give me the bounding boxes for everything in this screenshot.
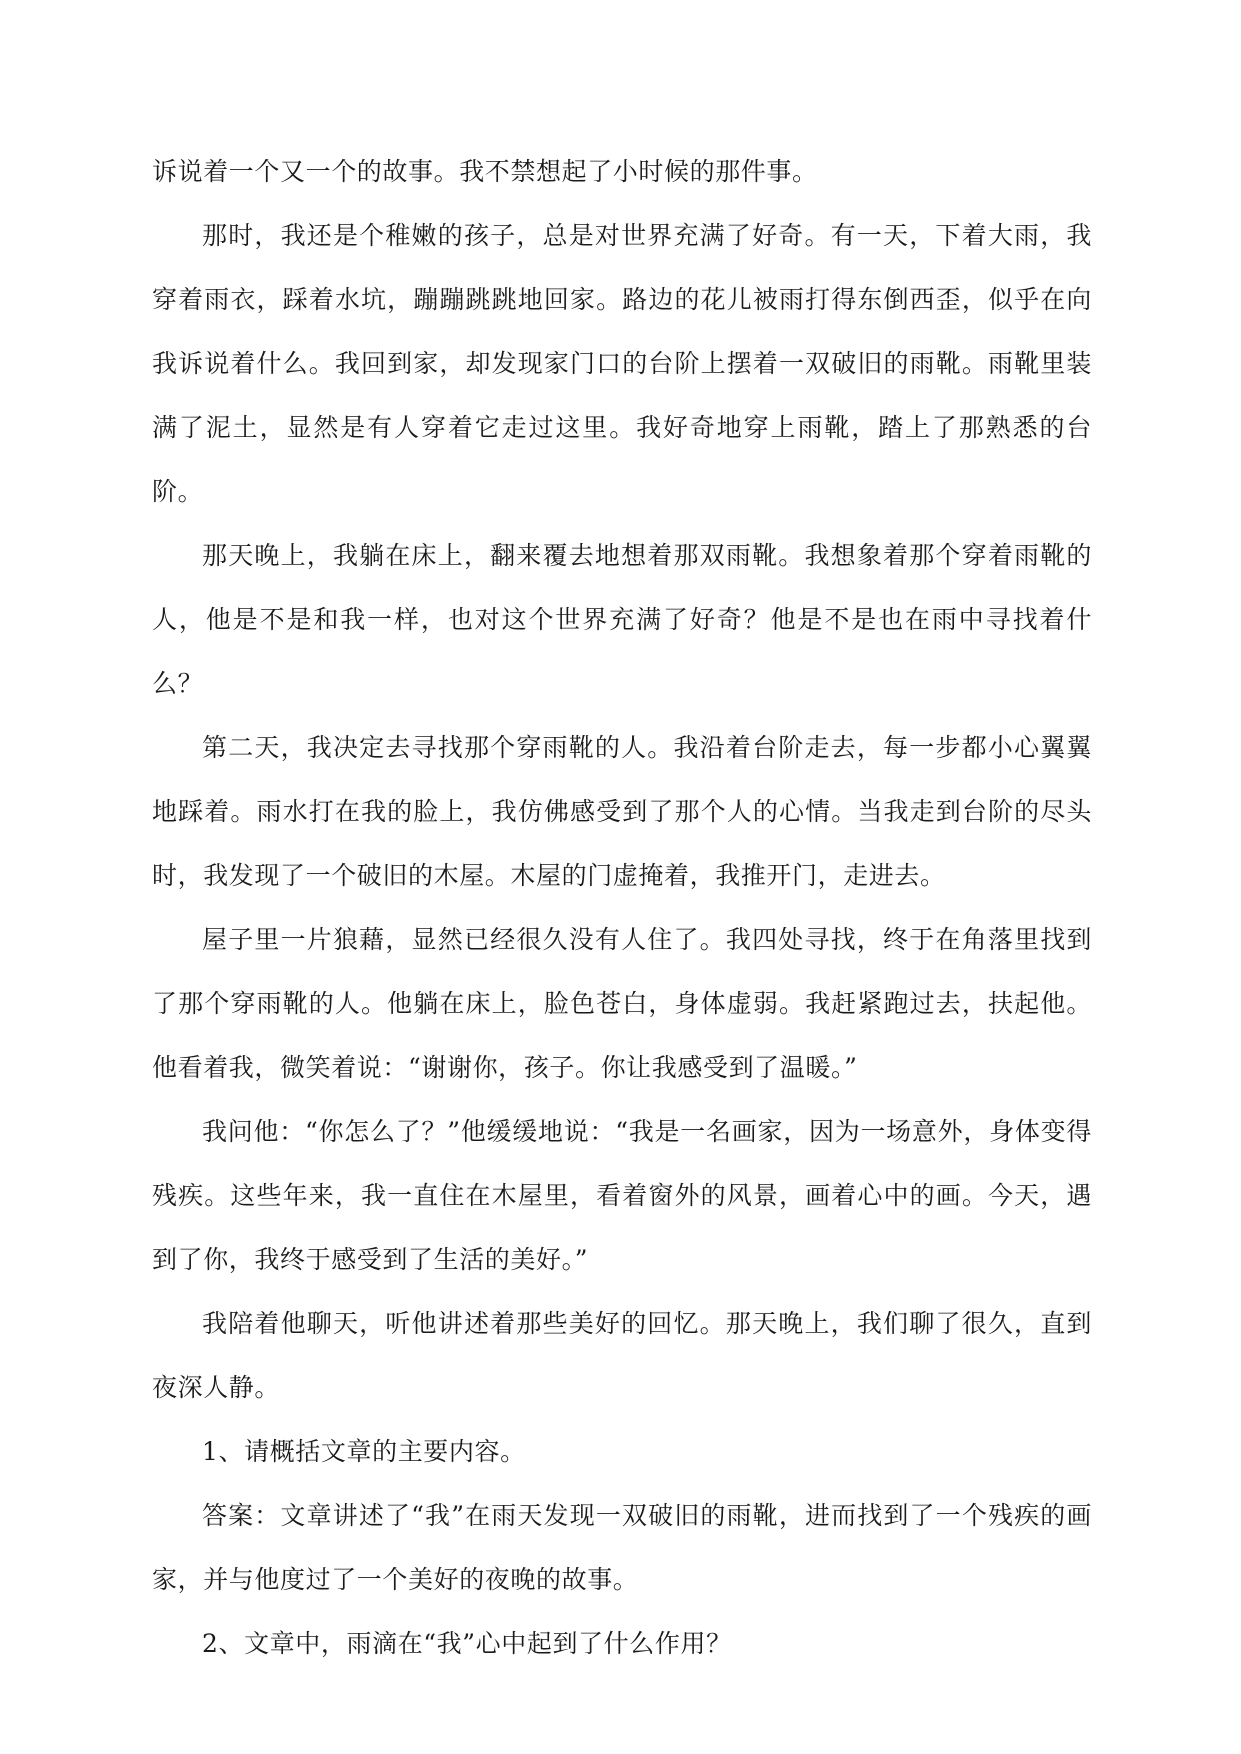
paragraph-painter-dialogue: 我问他：“你怎么了？”他缓缓地说：“我是一名画家，因为一场意外，身体变得残疾。这些年来，我一直住在木屋里，看着窗外的风景，画着心中的画。今天，遇到了你，我终于感受到了生活的美好。” [152,1117,1092,1274]
answer-1: 答案：文章讲述了“我”在雨天发现一双破旧的雨靴，进而找到了一个残疾的画家，并与他度过了一个美好的夜晚的故事。 [152,1501,1092,1594]
question-1: 1、请概括文章的主要内容。 [202,1437,526,1466]
paragraph-continuation: 诉说着一个又一个的故事。我不禁想起了小时候的那件事。 [152,157,818,186]
question-2: 2、文章中，雨滴在“我”心中起到了什么作用？ [202,1629,732,1658]
document-body [152,140,1092,1676]
paragraph-wooden-house: 屋子里一片狼藉，显然已经很久没有人住了。我四处寻找，终于在角落里找到了那个穿雨靴的人。他躺在床上，脸色苍白，身体虚弱。我赶紧跑过去，扶起他。他看着我，微笑着说：“谢谢你，孩子。你让我感受到了温暖。” [152,925,1092,1082]
paragraph-chatting: 我陪着他聊天，听他讲述着那些美好的回忆。那天晚上，我们聊了很久，直到夜深人静。 [152,1309,1092,1402]
paragraph-that-night: 那天晚上，我躺在床上，翻来覆去地想着那双雨靴。我想象着那个穿着雨靴的人，他是不是和我一样，也对这个世界充满了好奇？他是不是也在雨中寻找着什么？ [152,541,1092,698]
paragraph-next-day: 第二天，我决定去寻找那个穿雨靴的人。我沿着台阶走去，每一步都小心翼翼地踩着。雨水打在我的脸上，我仿佛感受到了那个人的心情。当我走到台阶的尽头时，我发现了一个破旧的木屋。木屋的门虚掩着，我推开门，走进去。 [152,733,1092,890]
paragraph-childhood-memory: 那时，我还是个稚嫩的孩子，总是对世界充满了好奇。有一天，下着大雨，我穿着雨衣，踩着水坑，蹦蹦跳跳地回家。路边的花儿被雨打得东倒西歪，似乎在向我诉说着什么。我回到家，却发现家门口的台阶上摆着一双破旧的雨靴。雨靴里装满了泥土，显然是有人穿着它走过这里。我好奇地穿上雨靴，踏上了那熟悉的台阶。 [152,221,1092,506]
